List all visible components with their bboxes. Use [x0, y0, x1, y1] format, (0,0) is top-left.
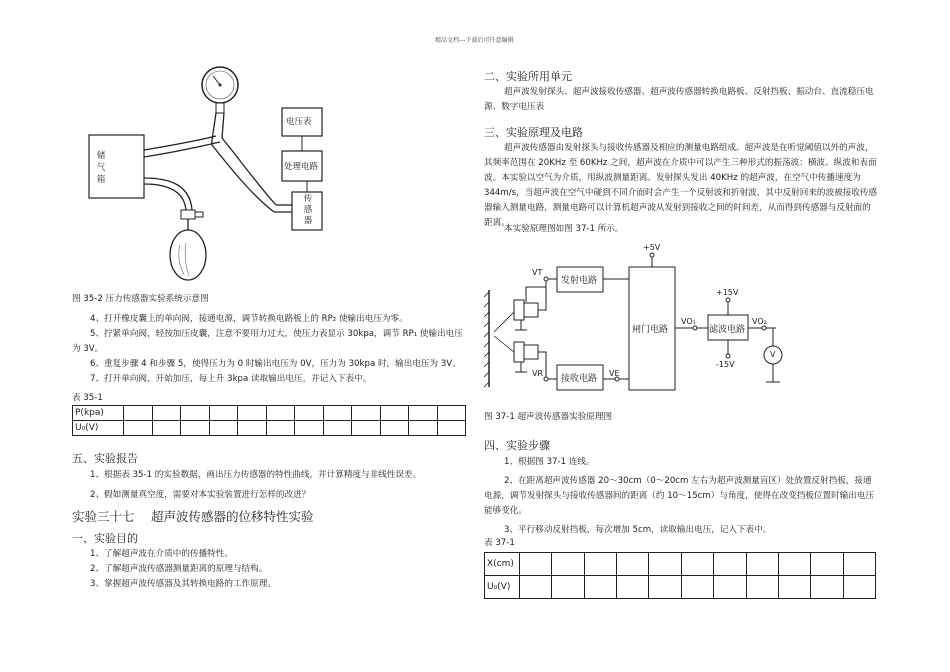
table-row-header: U₀(V)	[485, 576, 520, 599]
step-item: 7、打开单向阀，开始加压，每上升 3kpa 读取输出电压，并记入下表中。	[90, 374, 372, 384]
vt-label: VT	[532, 268, 543, 277]
units-text: 超声波发射探头、超声波接收传感器、超声波传感器转换电路板、反射挡板、振动台、直流稳压电源、数字电压表	[484, 87, 874, 112]
report-item: 2、假如测量真空度，需要对本实验装置进行怎样的改进？	[90, 490, 311, 500]
purpose-heading: 一、实验目的	[72, 532, 138, 545]
table-37-1	[484, 552, 876, 599]
plus-15v-label: +15V	[716, 288, 739, 297]
experiment-37-title: 实验三十七 超声波传感器的位移特性实验	[72, 509, 314, 524]
step-item: 6、重复步骤 4 和步骤 5，使得压力为 0 时输出电压为 0V，压力为 30kpa 时，输出电压为 3V。	[90, 359, 461, 369]
units-heading: 二、实验所用单元	[484, 70, 572, 83]
pressure-system-figure	[80, 60, 380, 290]
purpose-item: 3、掌握超声波传感器及其转换电路的工作原理。	[90, 579, 276, 589]
principle-ref: 本实验原理图如图 37-1 所示。	[504, 224, 624, 234]
vo2-label: VO₂	[752, 317, 767, 326]
one-way-valve	[181, 210, 195, 219]
principle-heading: 三、实验原理及电路	[484, 126, 583, 139]
receiver-probe	[514, 342, 524, 362]
report-heading: 五、实验报告	[72, 452, 138, 465]
recv-circuit-label: 接收电路	[561, 374, 598, 384]
minus-15v-label: -15V	[716, 360, 735, 369]
table-35-1-label: 表 35-1	[72, 393, 103, 403]
vr-label: VR	[532, 369, 544, 378]
right-steps	[484, 455, 878, 538]
circuit-label: 处理电路	[284, 162, 319, 172]
gate-circuit-label: 闸门电路	[632, 325, 669, 335]
step-item: 5、拧紧单向阀，轻按加压皮囊，注意不要用力过大，使压力表显示 30kpa，调节 RP₁ 使输出电压为 3V。	[72, 329, 463, 354]
emit-circuit-label: 发射电路	[561, 276, 598, 286]
plus-5v-label: +5V	[643, 243, 661, 252]
steps-heading: 四、实验步骤	[484, 439, 550, 452]
report-item: 1、根据表 35-1 的实验数据，画出压力传感器的特性曲线，并计算精度与非线性误差。	[90, 470, 422, 480]
step-item: 3、平行移动反射挡板，每次增加 5cm，读取输出电压，记入下表中。	[504, 525, 772, 535]
table-35-1	[72, 405, 466, 436]
purpose-item: 1、了解超声波在介质中的传播特性。	[90, 549, 233, 559]
ve-label: VE	[609, 369, 620, 378]
watermark: 精品文档---下载后可任意编辑	[435, 37, 514, 44]
purpose-item: 2、了解超声波传感器测量距离的原理与结构。	[90, 564, 268, 574]
table-37-1-label: 表 37-1	[484, 538, 515, 548]
figure-caption-35-2: 图 35-2 压力传感器实验系统示意图	[72, 294, 209, 304]
principle-text: 超声波传感器由发射探头与接收传感器及相应的测量电路组成。超声波是在听觉阈值以外的声波，其频率范围在 20KHz 至 60KHz 之间，超声波在介质中可以产生三种形式的振荡波：横波、纵波和表面波。本实验以空气为介质，用纵波测量距离。发射探头发出 40KHz 的超声波，在空气中传播速度为 344m/s，当超声波在空气中碰到不同介面时会产生一个反射波和折射波，其中反射回来的波被接收传感器输入测量电路，测量电路可以计算机超声波从发射到接收之间的时间差，从而得到传感器与反射面的距离。	[484, 143, 878, 228]
tank-label: 储气箱	[96, 151, 106, 185]
transmitter-probe	[514, 300, 524, 320]
voltmeter-label: 电压表	[286, 117, 312, 127]
table-row-header: X(cm)	[485, 553, 520, 576]
table-row-header: U₀(V)	[73, 421, 124, 436]
vo1-label: VO₁	[681, 317, 696, 326]
sensor-label: 传感器	[303, 194, 313, 226]
left-steps	[72, 312, 464, 387]
step-item: 4、打开橡皮囊上的单向阀，接通电源，调节转换电路板上的 RP₂ 使输出电压为零。	[90, 314, 408, 324]
report-items	[72, 468, 464, 503]
purpose-list	[72, 547, 464, 592]
step-item: 2、在距离超声波传感器 20～30cm（0～20cm 左右为超声波测量盲区）处放置反射挡板，接通电源，调节发射探头与接收传感器间的距离（约 10～15cm）与角度，使得在改变挡板位置时输出电压能够变化。	[484, 476, 875, 516]
filter-circuit-label: 滤波电路	[709, 325, 746, 335]
voltmeter-symbol-label: V	[770, 350, 776, 359]
step-item: 1、根据图 37-1 连线。	[504, 457, 595, 467]
figure-caption-37-1: 图 37-1 超声波传感器实验原理图	[484, 412, 613, 422]
table-row-header: P(kpa)	[73, 406, 124, 421]
